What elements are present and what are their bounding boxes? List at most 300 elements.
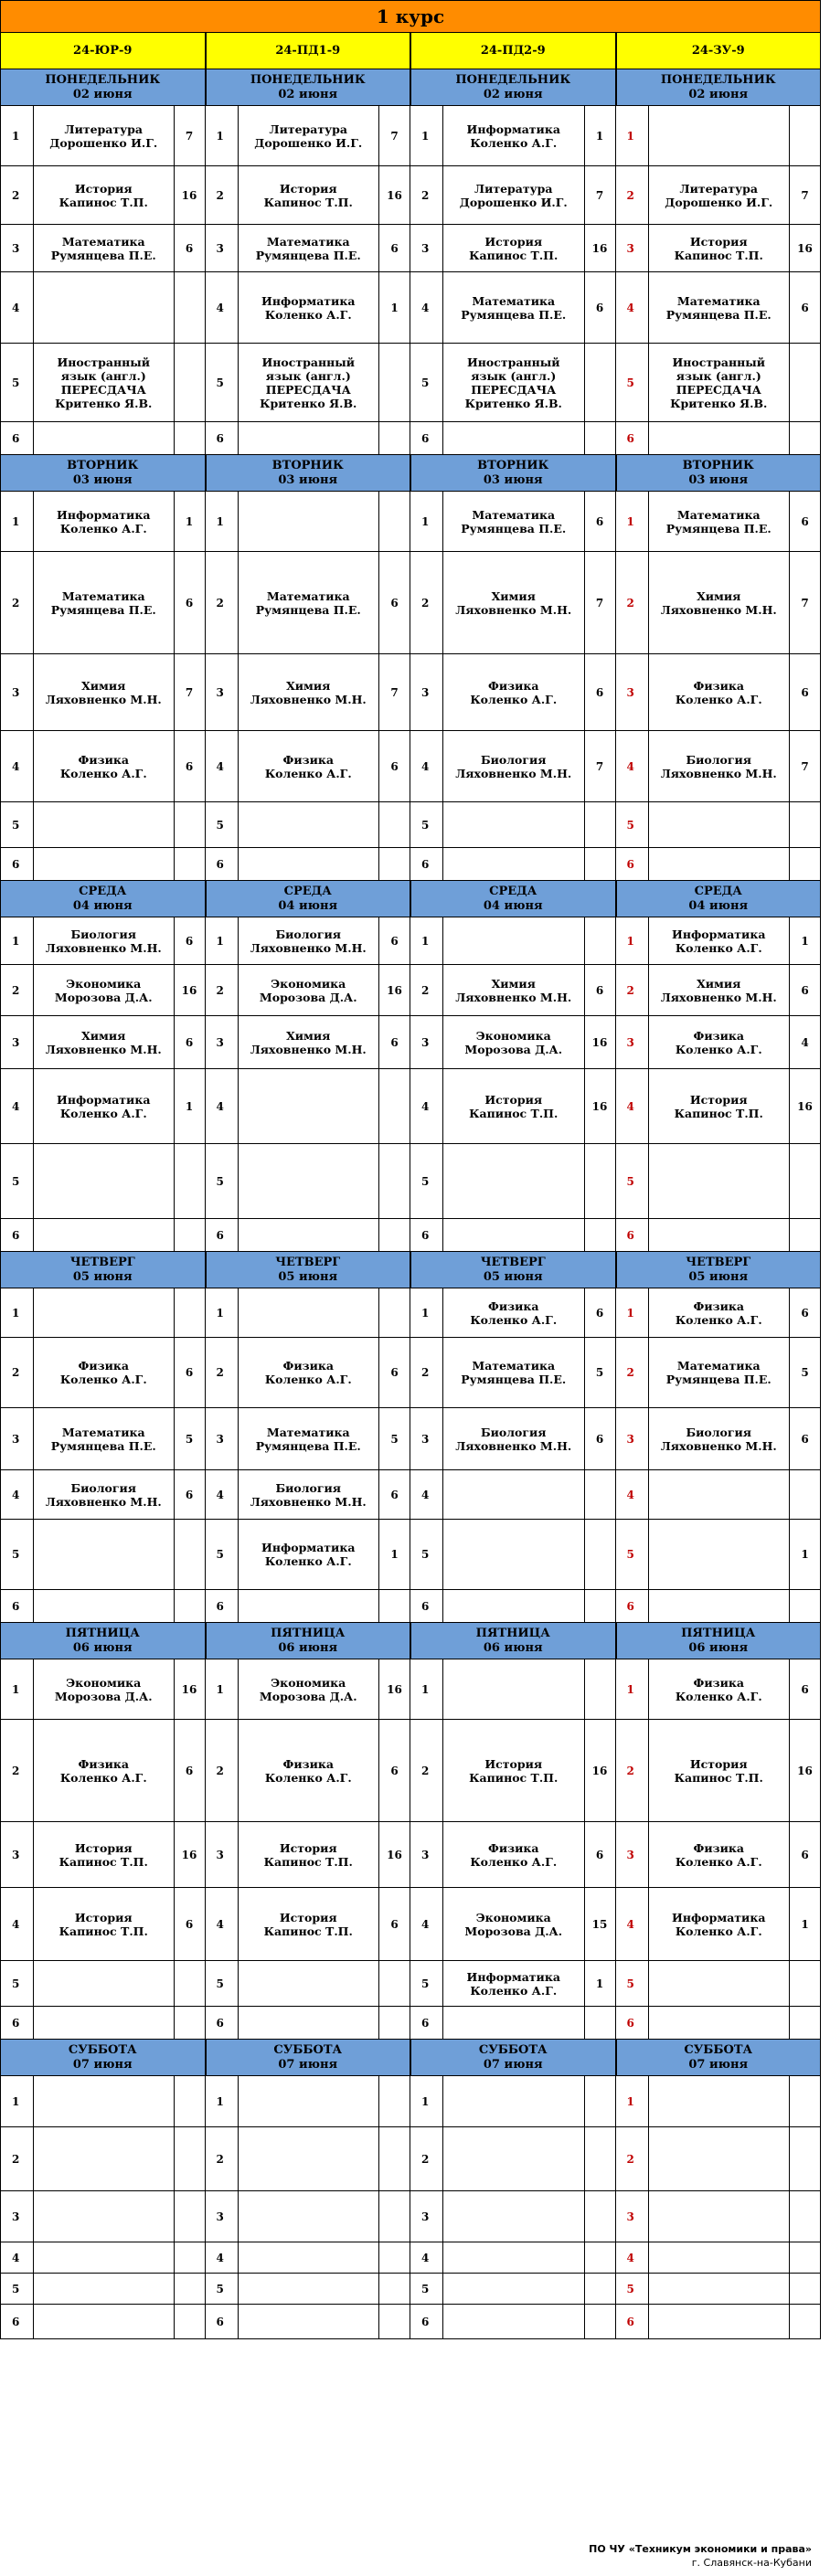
lesson-cell <box>616 2305 822 2339</box>
footer-org: ПО ЧУ «Техникум экономики и права» <box>589 2543 812 2555</box>
teacher-name: Капинос Т.П. <box>263 195 353 209</box>
lesson-cell <box>0 1822 206 1888</box>
subject-name: Физика <box>78 1756 129 1771</box>
lesson-cell <box>410 2305 616 2339</box>
room-number: 7 <box>185 685 194 699</box>
room-number: 16 <box>591 1099 608 1113</box>
lesson-info <box>34 1822 175 1887</box>
lesson-row <box>0 2076 821 2127</box>
subject-name: Экономика <box>271 976 346 991</box>
lesson-info <box>239 344 380 421</box>
lesson-number: 2 <box>410 2127 443 2190</box>
room-number <box>175 2076 205 2126</box>
room-number: 7 <box>390 129 399 143</box>
lesson-cell <box>616 272 822 344</box>
lesson-cell <box>0 1520 206 1590</box>
lesson-info <box>649 1520 791 1589</box>
lesson-cell <box>206 225 411 272</box>
lesson-info <box>443 2191 585 2242</box>
lesson-cell <box>206 2127 411 2191</box>
teacher-name: Дорошенко И.Г. <box>459 195 568 209</box>
day-date: 03 июня <box>72 472 133 487</box>
lesson-cell <box>206 848 411 881</box>
lesson-number: 1 <box>1 2076 34 2126</box>
lesson-cell <box>206 731 411 802</box>
room-number: 6 <box>801 1682 809 1696</box>
teacher-name: Капинос Т.П. <box>263 1854 353 1869</box>
room-number: 6 <box>801 1432 809 1446</box>
room-number: 15 <box>591 1917 608 1931</box>
subject-name: Информатика <box>261 293 356 308</box>
lesson-cell <box>410 2274 616 2305</box>
lesson-cell <box>206 917 411 965</box>
lesson-cell <box>206 654 411 731</box>
room-number <box>379 1069 410 1143</box>
lesson-info <box>239 166 380 224</box>
lesson-number: 1 <box>206 492 239 551</box>
lesson-info <box>34 552 175 653</box>
lesson-info <box>34 1016 175 1068</box>
room-number: 6 <box>801 1848 809 1861</box>
room-number: 7 <box>801 759 809 773</box>
lesson-number: 3 <box>1 1408 34 1469</box>
day-name: ПОНЕДЕЛЬНИК <box>45 72 161 87</box>
lesson-info <box>649 1016 791 1068</box>
room-number <box>585 1470 615 1519</box>
lesson-number: 2 <box>1 965 34 1015</box>
day-header-row <box>0 69 821 106</box>
lesson-number: 2 <box>1 552 34 653</box>
room-number <box>790 1144 820 1218</box>
room-number <box>379 2127 410 2190</box>
lesson-cell <box>206 492 411 552</box>
lesson-info <box>443 225 585 271</box>
subject-name: Химия <box>286 1028 331 1043</box>
room-number <box>379 2305 410 2338</box>
lesson-info <box>443 731 585 801</box>
lesson-cell <box>0 2191 206 2242</box>
lesson-cell <box>0 1016 206 1069</box>
lesson-number: 2 <box>410 965 443 1015</box>
room-number: 7 <box>595 759 604 773</box>
day-header <box>616 455 822 492</box>
lesson-number: 3 <box>410 1016 443 1068</box>
lesson-info <box>443 2274 585 2304</box>
lesson-cell <box>616 344 822 422</box>
lesson-number: 4 <box>206 1069 239 1143</box>
lesson-info <box>649 1144 791 1218</box>
lesson-info <box>443 106 585 165</box>
subject-name: Экономика <box>66 976 142 991</box>
lesson-info <box>239 1961 380 2006</box>
room-number: 16 <box>591 1035 608 1049</box>
lesson-cell <box>0 272 206 344</box>
lesson-cell <box>206 344 411 422</box>
lesson-cell <box>410 1822 616 1888</box>
lesson-number: 6 <box>410 2007 443 2039</box>
teacher-name: Ляховненко М.Н. <box>45 940 162 955</box>
lesson-number: 1 <box>206 106 239 165</box>
lesson-info <box>649 1961 791 2006</box>
day-name: ЧЕТВЕРГ <box>480 1255 546 1269</box>
lesson-cell <box>206 422 411 455</box>
lesson-cell <box>0 1470 206 1520</box>
lesson-cell <box>410 1720 616 1822</box>
lesson-row <box>0 1016 821 1069</box>
room-number: 6 <box>390 759 399 773</box>
lesson-cell <box>616 552 822 654</box>
lesson-cell <box>616 1408 822 1470</box>
lesson-cell <box>616 1016 822 1069</box>
lesson-number: 1 <box>616 106 649 165</box>
lesson-info <box>239 2305 380 2338</box>
room-number <box>379 1288 410 1337</box>
lesson-cell <box>206 965 411 1016</box>
teacher-name: Капинос Т.П. <box>674 248 763 262</box>
room-number: 6 <box>185 1764 194 1777</box>
subject-name: Физика <box>282 1756 334 1771</box>
teacher-name: Коленко А.Г. <box>59 521 147 535</box>
lesson-cell <box>616 965 822 1016</box>
lesson-number: 2 <box>616 166 649 224</box>
room-number <box>585 2274 615 2304</box>
lesson-cell <box>0 2127 206 2191</box>
lesson-info <box>239 1069 380 1143</box>
subject-name: История <box>279 1840 337 1855</box>
lesson-cell <box>616 2274 822 2305</box>
day-header <box>410 2040 616 2076</box>
room-number: 5 <box>801 1366 809 1379</box>
subject-name: Литература <box>64 122 143 136</box>
day-header-row <box>0 1623 821 1659</box>
lesson-cell <box>0 731 206 802</box>
room-number <box>790 422 820 454</box>
subject-name: Математика <box>61 234 145 249</box>
lesson-cell <box>410 492 616 552</box>
lesson-row <box>0 1822 821 1888</box>
lesson-cell <box>410 552 616 654</box>
lesson-cell <box>410 965 616 1016</box>
lesson-number: 1 <box>616 1288 649 1337</box>
lesson-cell <box>616 1338 822 1408</box>
lesson-number: 4 <box>1 1470 34 1519</box>
lesson-cell <box>206 272 411 344</box>
day-header <box>616 2040 822 2076</box>
lesson-cell <box>616 1590 822 1623</box>
lesson-number: 4 <box>1 1069 34 1143</box>
lesson-number: 6 <box>1 1219 34 1251</box>
lesson-info <box>649 225 791 271</box>
teacher-name: Критенко Я.В. <box>260 396 357 410</box>
teacher-name: Ляховненко М.Н. <box>455 990 572 1004</box>
lesson-info <box>34 1470 175 1519</box>
lesson-number: 4 <box>1 731 34 801</box>
lesson-info <box>649 654 791 730</box>
lesson-info <box>443 1470 585 1519</box>
subject-name: Химия <box>697 976 741 991</box>
subject-name: Информатика <box>466 122 560 136</box>
teacher-name: Капинос Т.П. <box>469 1106 559 1120</box>
lesson-cell <box>206 1069 411 1144</box>
day-date: 04 июня <box>278 898 338 913</box>
lesson-cell <box>616 1144 822 1219</box>
lesson-info <box>239 802 380 847</box>
room-number <box>790 2242 820 2273</box>
lesson-number: 2 <box>206 965 239 1015</box>
lesson-number: 5 <box>206 1520 239 1589</box>
subject-name: История <box>74 1840 133 1855</box>
room-number: 16 <box>181 983 197 997</box>
room-number <box>379 422 410 454</box>
subject-name: Литература <box>474 181 553 196</box>
lesson-info <box>34 166 175 224</box>
lesson-info <box>239 2127 380 2190</box>
teacher-name: Коленко А.Г. <box>264 766 352 780</box>
room-number <box>585 344 615 421</box>
lesson-cell <box>410 1288 616 1338</box>
lesson-number: 3 <box>410 1408 443 1469</box>
lesson-number: 4 <box>206 731 239 801</box>
lesson-cell <box>616 1470 822 1520</box>
lesson-cell <box>616 2007 822 2040</box>
room-number <box>379 492 410 551</box>
day-header <box>206 1623 411 1659</box>
lesson-info <box>34 965 175 1015</box>
lesson-info <box>649 1470 791 1519</box>
lesson-row <box>0 2191 821 2242</box>
lesson-row <box>0 802 821 848</box>
teacher-name: Ляховненко М.Н. <box>455 766 572 780</box>
lesson-info <box>443 1219 585 1251</box>
day-name: СРЕДА <box>283 884 332 898</box>
teacher-name: Морозова Д.А. <box>464 1924 563 1938</box>
room-number <box>790 2076 820 2126</box>
lesson-cell <box>0 654 206 731</box>
lesson-number: 4 <box>616 1888 649 1960</box>
lesson-info <box>34 917 175 964</box>
teacher-name: Румянцева П.Е. <box>50 248 156 262</box>
lesson-cell <box>410 2191 616 2242</box>
lesson-row <box>0 1219 821 1252</box>
lesson-number: 2 <box>616 2127 649 2190</box>
room-number <box>379 1144 410 1218</box>
lesson-row <box>0 552 821 654</box>
room-number <box>790 1590 820 1622</box>
lesson-cell <box>0 2274 206 2305</box>
day-date: 02 июня <box>483 87 543 101</box>
lesson-cell <box>616 1288 822 1338</box>
subject-name: Математика <box>266 234 350 249</box>
day-date: 05 июня <box>278 1269 338 1284</box>
lesson-number: 5 <box>410 1144 443 1218</box>
subject-name: Физика <box>78 752 129 767</box>
lesson-info <box>649 2007 791 2039</box>
room-number: 6 <box>390 934 399 948</box>
room-number: 16 <box>591 1764 608 1777</box>
room-number <box>175 1288 205 1337</box>
room-number <box>379 2191 410 2242</box>
subject-name: История <box>484 234 543 249</box>
day-name: ЧЕТВЕРГ <box>69 1255 135 1269</box>
lesson-number: 2 <box>1 1720 34 1821</box>
lesson-info <box>239 1144 380 1218</box>
lesson-row <box>0 654 821 731</box>
lesson-cell <box>616 731 822 802</box>
lesson-number: 2 <box>206 1338 239 1407</box>
subject-name: История <box>279 181 337 196</box>
room-number: 6 <box>390 1917 399 1931</box>
room-number <box>379 2076 410 2126</box>
room-number <box>379 344 410 421</box>
subject-name: Биология <box>70 927 137 941</box>
lesson-number: 4 <box>206 2242 239 2273</box>
room-number: 6 <box>185 241 194 255</box>
lesson-row <box>0 422 821 455</box>
lesson-number: 3 <box>410 654 443 730</box>
lesson-cell <box>206 1288 411 1338</box>
lesson-cell <box>0 2242 206 2274</box>
lesson-cell <box>0 1069 206 1144</box>
lesson-info <box>239 1219 380 1251</box>
lesson-number: 6 <box>1 1590 34 1622</box>
lesson-number: 3 <box>1 2191 34 2242</box>
subject-name: Химия <box>286 678 331 693</box>
room-number: 5 <box>390 1432 399 1446</box>
lesson-number: 4 <box>616 1069 649 1143</box>
day-name: ВТОРНИК <box>271 458 344 472</box>
room-number <box>175 1520 205 1589</box>
days-container <box>0 69 821 2339</box>
room-number <box>790 802 820 847</box>
lesson-info <box>443 802 585 847</box>
teacher-name: Коленко А.Г. <box>675 940 762 955</box>
day-date: 06 июня <box>278 1640 338 1655</box>
lesson-info <box>34 1408 175 1469</box>
lesson-info <box>443 654 585 730</box>
lesson-number: 4 <box>410 2242 443 2273</box>
lesson-info <box>649 1288 791 1337</box>
room-number <box>790 2274 820 2304</box>
lesson-number: 1 <box>1 1288 34 1337</box>
day-date: 07 июня <box>278 2057 338 2072</box>
lesson-number: 3 <box>206 1822 239 1887</box>
teacher-name: Румянцева П.Е. <box>50 1438 156 1453</box>
lesson-info <box>443 2007 585 2039</box>
lesson-number: 5 <box>1 1144 34 1218</box>
lesson-info <box>34 2076 175 2126</box>
lesson-cell <box>616 2242 822 2274</box>
subject-name: Физика <box>487 1840 539 1855</box>
day-name: СУББОТА <box>273 2042 343 2057</box>
lesson-number: 1 <box>616 917 649 964</box>
room-number <box>175 2274 205 2304</box>
lesson-info <box>239 552 380 653</box>
lesson-row <box>0 1888 821 1961</box>
room-number <box>585 1590 615 1622</box>
room-number <box>790 2007 820 2039</box>
lesson-row <box>0 106 821 166</box>
lesson-info <box>649 1659 791 1719</box>
teacher-name: Дорошенко И.Г. <box>49 135 158 150</box>
teacher-name: Коленко А.Г. <box>675 692 762 706</box>
lesson-row <box>0 1659 821 1720</box>
lesson-cell <box>206 1016 411 1069</box>
room-number <box>585 2305 615 2338</box>
lesson-cell <box>206 2274 411 2305</box>
room-number: 1 <box>185 514 194 528</box>
lesson-cell <box>616 2127 822 2191</box>
lesson-row <box>0 1288 821 1338</box>
lesson-info <box>34 1338 175 1407</box>
lesson-cell <box>206 2007 411 2040</box>
lesson-number: 2 <box>410 166 443 224</box>
lesson-row <box>0 917 821 965</box>
lesson-cell <box>616 1659 822 1720</box>
teacher-name: Капинос Т.П. <box>469 248 559 262</box>
lesson-cell <box>616 1520 822 1590</box>
room-number: 16 <box>387 188 402 202</box>
lesson-cell <box>0 1219 206 1252</box>
lesson-cell <box>206 1720 411 1822</box>
day-date: 04 июня <box>688 898 749 913</box>
teacher-name: Коленко А.Г. <box>59 1770 147 1785</box>
lesson-cell <box>206 1219 411 1252</box>
lesson-cell <box>616 1888 822 1961</box>
room-number: 5 <box>185 1432 194 1446</box>
teacher-name: Морозова Д.А. <box>259 990 357 1004</box>
lesson-info <box>649 552 791 653</box>
lesson-info <box>239 1659 380 1719</box>
lesson-info <box>443 1720 585 1821</box>
lesson-cell <box>206 2242 411 2274</box>
lesson-info <box>239 2274 380 2304</box>
day-name: ВТОРНИК <box>67 458 139 472</box>
day-header-row <box>0 1252 821 1288</box>
day-name: ПОНЕДЕЛЬНИК <box>660 72 776 87</box>
room-number: 5 <box>595 1366 604 1379</box>
day-name: ПЯТНИЦА <box>475 1626 550 1640</box>
lesson-cell <box>616 2191 822 2242</box>
room-number <box>175 2242 205 2273</box>
room-number: 6 <box>595 514 604 528</box>
day-header <box>0 2040 206 2076</box>
lesson-cell <box>410 2076 616 2127</box>
lesson-info <box>649 2242 791 2273</box>
lesson-number: 1 <box>1 1659 34 1719</box>
lesson-info <box>34 1888 175 1960</box>
lesson-cell <box>410 917 616 965</box>
lesson-info <box>649 492 791 551</box>
room-number <box>175 2191 205 2242</box>
lesson-number: 2 <box>616 1720 649 1821</box>
lesson-cell <box>206 1822 411 1888</box>
lesson-number: 3 <box>1 1016 34 1068</box>
lesson-number: 2 <box>1 166 34 224</box>
lesson-cell <box>410 1520 616 1590</box>
subject-name: Математика <box>472 293 556 308</box>
lesson-row <box>0 1069 821 1144</box>
lesson-row <box>0 965 821 1016</box>
lesson-cell <box>410 344 616 422</box>
subject-name: Математика <box>676 507 761 522</box>
lesson-cell <box>410 731 616 802</box>
lesson-cell <box>616 654 822 731</box>
lesson-number: 6 <box>616 1219 649 1251</box>
subject-name: Физика <box>693 1675 744 1690</box>
room-number: 1 <box>801 1917 809 1931</box>
lesson-info <box>34 225 175 271</box>
day-header <box>410 881 616 917</box>
